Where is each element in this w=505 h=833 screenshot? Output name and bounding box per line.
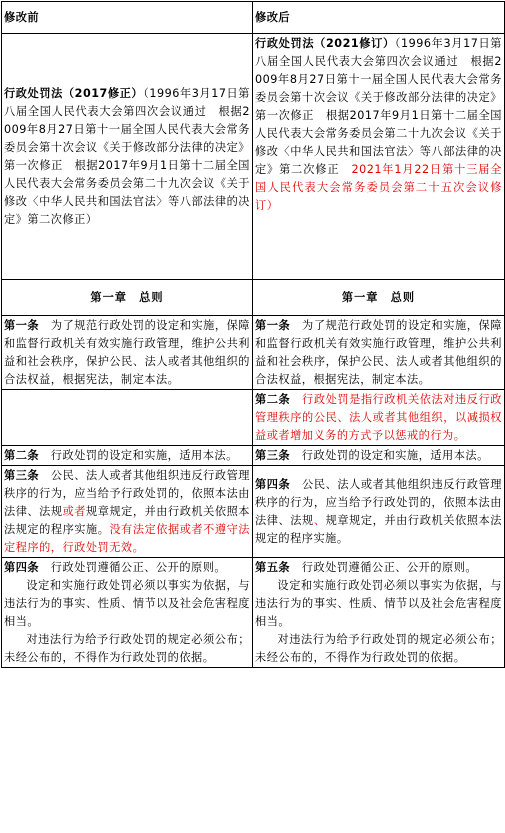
law-history-after-new: 2021年1月22日第十三届全国人民代表大会常务委员会第二十五次会议修订） xyxy=(255,163,502,212)
article-after-4 xyxy=(253,466,505,558)
article-text: 公民、法人或者其他组织违反行政管理秩序的行为，应当给予行政处罚的，依照本法由法律、法规 xyxy=(4,469,250,518)
article-row-2 xyxy=(2,390,505,446)
law-history-before: （1996年3月17日第八届全国人民代表大会第四次会议通过 根据2009年8月27日第十一届全国人民代表大会常务委员会第十次会议《关于修改部分法律的决定》第一次修正 根据2017年9月1日第十二届全国人民代表大会常务委员会第二十九次会议《关于修改〈中华人民共和国法官法〉等八部法律的决定》第二次修正） xyxy=(4,87,250,226)
article-text-changed: 、 xyxy=(313,514,326,527)
article-paragraph: 对违法行为给予行政处罚的规定必须公布；未经公布的，不得作为行政处罚的依据。 xyxy=(4,633,250,664)
comparison-table xyxy=(1,1,505,668)
law-name-after: 行政处罚法（2021修订） xyxy=(255,37,395,50)
article-row-4 xyxy=(2,466,505,558)
chapter-before: 第一章 总则 xyxy=(2,280,253,316)
article-text-removed: 没有法定依据或者不遵守法定程序的，行政处罚无效。 xyxy=(4,523,250,554)
article-text: 为了规范行政处罚的设定和实施，保障和监督行政机关有效实施行政管理，维护公共利益和社会秩序，保护公民、法人或者其他组织的合法权益，根据宪法，制定本法。 xyxy=(4,319,250,386)
article-after-1 xyxy=(253,316,505,390)
article-text-new: 行政处罚是指行政机关依法对违反行政管理秩序的公民、法人或者其他组织，以减损权益或者增加义务的方式予以惩戒的行为。 xyxy=(255,393,502,442)
article-text: 行政处罚遵循公正、公开的原则。 xyxy=(39,561,227,574)
law-title-row xyxy=(2,34,505,280)
article-text: 规章规定，并由行政机关依照本法规定的程序实施。 xyxy=(4,505,250,536)
article-row-5 xyxy=(2,558,505,668)
article-label: 第二条 xyxy=(4,449,40,462)
law-name-before: 行政处罚法（2017修正） xyxy=(4,87,144,100)
chapter-row xyxy=(2,280,505,316)
article-after-3 xyxy=(253,446,505,466)
article-label: 第二条 xyxy=(255,393,291,406)
article-before-5 xyxy=(2,558,253,668)
article-before-3 xyxy=(2,446,253,466)
article-paragraph: 对违法行为给予行政处罚的规定必须公布；未经公布的，不得作为行政处罚的依据。 xyxy=(255,633,502,664)
header-after: 修改后 xyxy=(253,2,505,34)
header-before: 修改前 xyxy=(2,2,253,34)
article-text: 公民、法人或者其他组织违反行政管理秩序的行为，应当给予行政处罚的，依照本法由法律、法规 xyxy=(255,478,502,527)
article-label: 第五条 xyxy=(255,561,291,574)
article-label: 第一条 xyxy=(255,319,291,332)
law-title-after xyxy=(253,34,505,280)
article-text: 行政处罚的设定和实施，适用本法。 xyxy=(290,449,489,462)
chapter-after: 第一章 总则 xyxy=(253,280,505,316)
article-label: 第四条 xyxy=(4,561,40,574)
article-row-3 xyxy=(2,446,505,466)
article-text-changed: 或者 xyxy=(62,505,87,518)
article-label: 第三条 xyxy=(4,469,40,482)
article-label: 第三条 xyxy=(255,449,291,462)
article-after-5 xyxy=(253,558,505,668)
article-row-1 xyxy=(2,316,505,390)
article-text: 规章规定，并由行政机关依照本法规定的程序实施。 xyxy=(255,514,502,545)
law-history-after: （1996年3月17日第八届全国人民代表大会第四次会议通过 根据2009年8月27日第十一届全国人民代表大会常务委员会第十次会议《关于修改部分法律的决定》第一次修正 根据2017年9月1日第十二届全国人民代表大会常务委员会第二十九次会议《关于修改〈中华人民共和国法官法〉等八部法律的决定》第二次修正 xyxy=(255,37,502,176)
law-title-before xyxy=(2,34,253,280)
article-text: 为了规范行政处罚的设定和实施，保障和监督行政机关有效实施行政管理，维护公共利益和社会秩序，保护公民、法人或者其他组织的合法权益，根据宪法，制定本法。 xyxy=(255,319,502,386)
article-before-2-empty xyxy=(2,390,253,446)
article-after-2 xyxy=(253,390,505,446)
article-before-1 xyxy=(2,316,253,390)
article-label: 第一条 xyxy=(4,319,40,332)
article-before-4 xyxy=(2,466,253,558)
article-paragraph: 设定和实施行政处罚必须以事实为依据，与违法行为的事实、性质、情节以及社会危害程度相当。 xyxy=(4,579,250,628)
header-row xyxy=(2,2,505,34)
article-label: 第四条 xyxy=(255,478,291,491)
article-text: 行政处罚的设定和实施，适用本法。 xyxy=(39,449,238,462)
article-paragraph: 设定和实施行政处罚必须以事实为依据，与违法行为的事实、性质、情节以及社会危害程度相当。 xyxy=(255,579,502,628)
article-text: 行政处罚遵循公正、公开的原则。 xyxy=(290,561,478,574)
